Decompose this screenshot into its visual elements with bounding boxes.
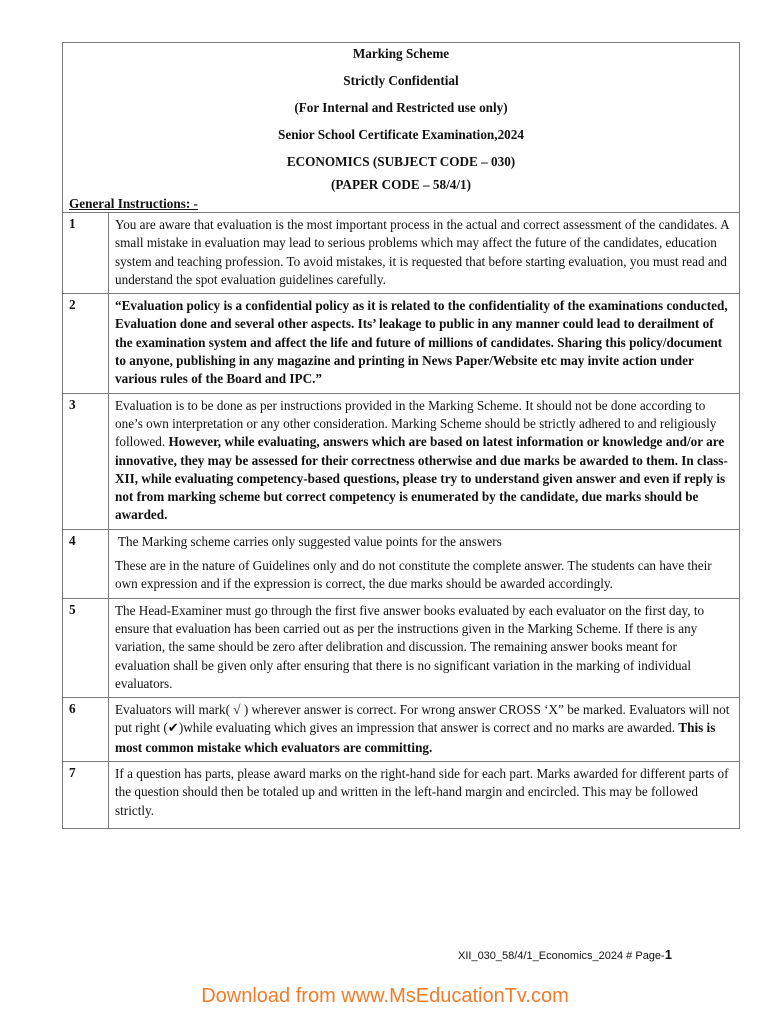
row-number: 2 (63, 294, 109, 392)
instruction-row (63, 530, 739, 599)
row-number: 4 (63, 530, 109, 598)
instruction-row (63, 394, 739, 530)
row-number: 3 (63, 394, 109, 529)
instruction-row (63, 213, 739, 294)
header-restricted: (For Internal and Restricted use only) (294, 100, 508, 115)
row-text: Evaluation is to be done as per instructions provided in the Marking Scheme. It should not be done according to one’s own interpretation or any other consideration. Marking Scheme should be strictly adhered to and religiously followed. (115, 397, 717, 450)
instruction-row (63, 698, 739, 762)
checkmark-icon: ✔ (167, 721, 179, 737)
page-number: 1 (664, 947, 672, 962)
row-text-cont: )while evaluating which gives an impression that answer is correct and no marks are awarded. (178, 720, 676, 736)
header-paper-code: (PAPER CODE – 58/4/1) (330, 177, 472, 192)
page-footer (458, 947, 672, 962)
row-number: 5 (63, 599, 109, 697)
header-confidential: Strictly Confidential (343, 73, 459, 88)
row-text: The Head-Examiner must go through the first five answer books evaluated by each evaluator on the first day, to ensure that evaluation has been carried out as per the instructions given in the Marking Scheme. If there is any variation, the same should be zero after delibration and discussion. The remaining answer books meant for evaluation shall be given only after ensuring that there is no significant variation in the marking of individual evaluators. (115, 602, 705, 691)
general-instructions-heading: General Instructions: - (69, 196, 198, 211)
header-subject: ECONOMICS (SUBJECT CODE – 030) (286, 154, 516, 169)
row-number: 7 (63, 762, 109, 828)
document-header (63, 43, 739, 213)
instruction-row (63, 599, 739, 698)
footer-code: XII_030_58/4/1_Economics_2024 # Page- (458, 950, 665, 962)
row-text: Evaluators will mark( √ ) wherever answer is correct. For wrong answer CROSS ‘X” be marked. Evaluators will not put right ( (115, 702, 730, 736)
header-title: Marking Scheme (352, 46, 450, 61)
row-text: If a question has parts, please award marks on the right-hand side for each part. Marks awarded for different parts of the question should then be totaled up and written in the left-hand margin and encircled. This may be followed strictly. (115, 766, 729, 818)
row-text: The Marking scheme carries only suggested value points for the answers (118, 533, 502, 549)
row-text: You are aware that evaluation is the most important process in the actual and correct assessment of the candidates. A small mistake in evaluation may lead to serious problems which may affect the future of the candidates, education system and teaching profession. To avoid mistakes, it is requested that before starting evaluation, you must read and understand the spot evaluation guidelines carefully. (115, 217, 729, 287)
row-text-bold: This is most common mistake which evaluators are committing. (115, 720, 716, 755)
header-exam: Senior School Certificate Examination,2024 (278, 127, 524, 142)
row-text: “Evaluation policy is a confidential policy as it is related to the confidentiality of the examinations conducted, Evaluation done and several other aspects. Its’ leakage to public in any manner could lead to derailment of the examination system and affect the life and future of millions of candidates. Sharing this policy/document to anyone, publishing in any magazine and printing in News Paper/Website etc may invite action under various rules of the Board and IPC.” (115, 298, 728, 387)
instructions-table (62, 42, 740, 829)
row-text-2: These are in the nature of Guidelines only and do not constitute the complete answer. The students can have their own expression and if the expression is correct, the due marks should be awarded accordingly. (115, 558, 712, 592)
row-text-bold: However, while evaluating, answers which are based on latest information or knowledge and/or are innovative, they may be assessed for their correctness otherwise and due marks be awarded to them. In class-XII, while evaluating competency-based questions, please try to understand given answer and even if reply is not from marking scheme but correct competency is enumerated by the candidate, due marks should be awarded. (115, 434, 728, 523)
download-link[interactable]: Download from www.MsEducationTv.com (201, 985, 569, 1007)
row-number: 6 (63, 698, 109, 761)
instruction-row (63, 294, 739, 393)
instruction-row (63, 762, 739, 829)
row-number: 1 (63, 213, 109, 293)
